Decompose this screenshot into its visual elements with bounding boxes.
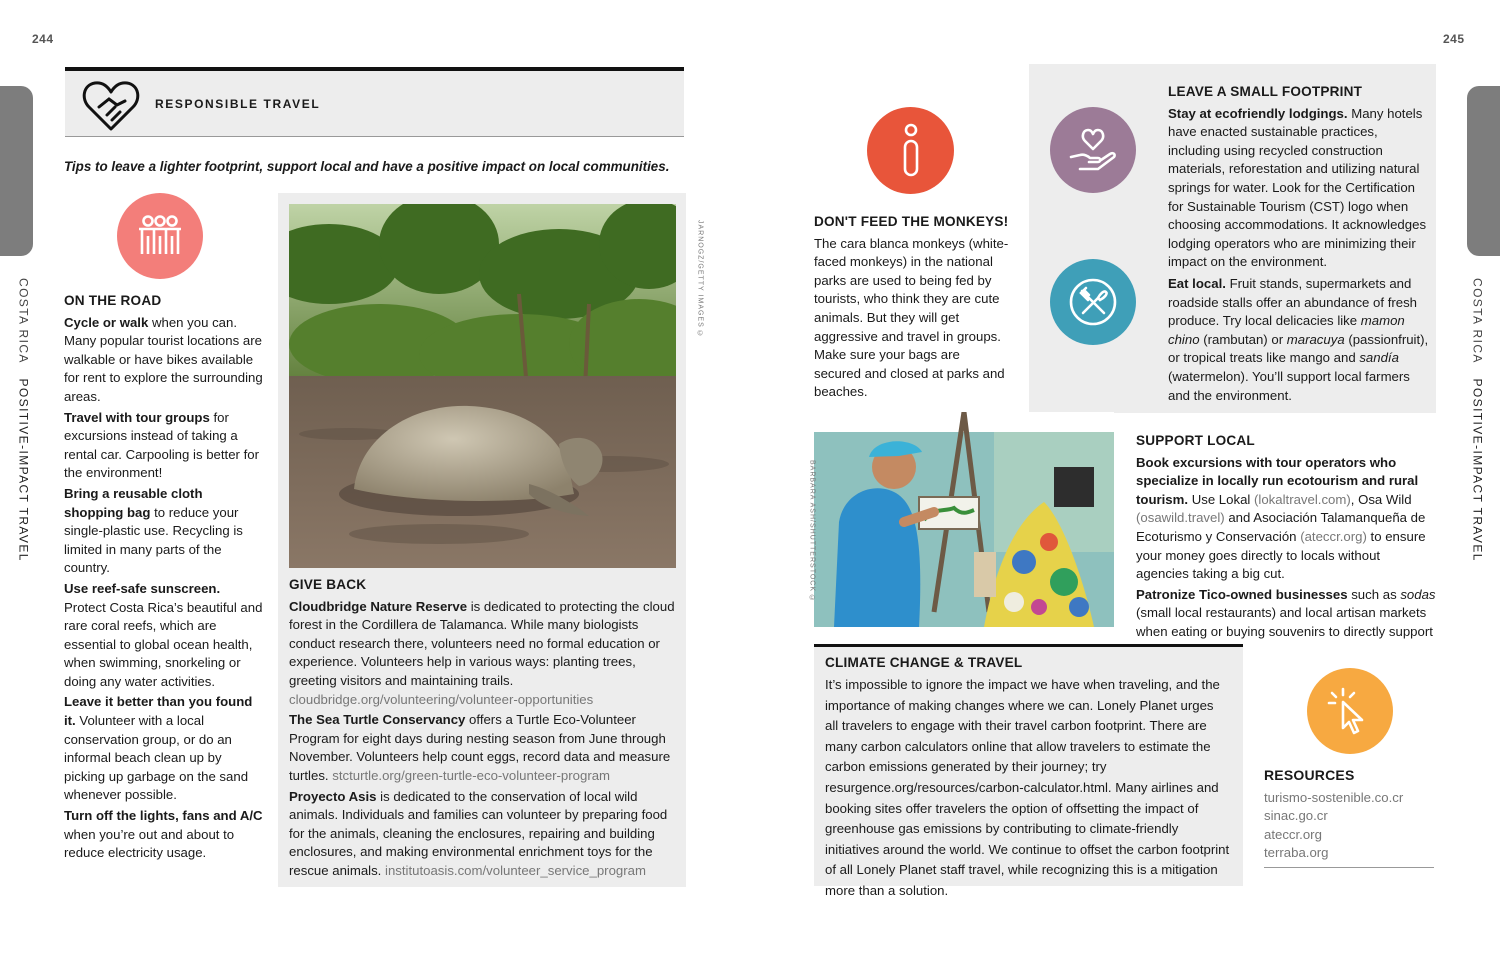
intro-text: Tips to leave a lighter footprint, support local and have a positive impact on local communities. [64,159,670,174]
list-item: Cloudbridge Nature Reserve is dedicated to protecting the cloud forest in the Cordillera de Talamanca. While many biologists conduct research there, volunteers need no formal education or experience. Volunteers help in various ways: planting trees, greeting visitors and maintaining trails. cloudbridge.org/volunteering/volunteer-opportunities [289,598,675,707]
list-item: Bring a reusable cloth shopping bag to reduce your single-plastic use. Recycling is limited in many parts of the country. [64,485,243,576]
list-item: Travel with tour groups for excursions instead of taking a rental car. Carpooling is better for the environment! [64,409,259,481]
heart-hand-icon [1050,107,1136,193]
climate-text: It’s impossible to ignore the impact we have when traveling, and the importance of making changes where we can. Lonely Planet urges all travelers to engage with their travel carbon footprint. There are many carbon calculators online that allow travelers to estimate the carbon emissions generated by their journey; try resurgence.org/resources/carbon-calculator.html. Many airlines and booking sites offer travelers the option of offsetting the impact of greenhouse gas emissions by contributing to climate-friendly initiatives around the world. We continue to offset the carbon footprint of all Lonely Planet staff travel, while recognizing this is a mitigation more than a solution. [825,677,1230,898]
support-local-heading: SUPPORT LOCAL [1136,433,1255,448]
responsible-travel-header [65,67,684,137]
on-the-road-section [64,292,264,865]
patronize-tip: Patronize Tico-owned businesses such as sodas (small local restaurants) and local artisan markets when eating or buying souvenirs to directly support [1136,586,1436,639]
climate-section [825,654,1230,904]
list-item: Cycle or walk when you can. Many popular tourist locations are walkable or have bikes available for rent to explore the surrounding areas. [64,314,263,404]
institutoasis-link[interactable]: institutoasis.com/volunteer_service_program [385,862,646,878]
resource-link[interactable]: terraba.org [1264,845,1329,861]
side-label-country: COSTA RICA [16,278,31,364]
sea-turtle-photo [289,204,676,568]
eat-local-tip: Eat local. Fruit stands, supermarkets and roadside stalls offer an abundance of fresh produce. Try local delicacies like mamon chino (rambutan) or maracuya (passionfruit), or tropical treats like mango and sandía (watermelon). You’ll support local farmers and the environment. [1168,275,1429,403]
book-excursions-tip: Book excursions with tour operators who specialize in locally run ecotourism and rural tourism. Use Lokal (lokaltravel.com), Osa Wild (osawild.travel) and Asociación Talamanqueña de Ecoturismo y Conservación (ateccr.org) to ensure your money goes directly to locals without agencies taking a big cut. [1136,454,1426,582]
side-label-country: COSTA RICA [1470,278,1485,364]
footprint-section [1168,83,1430,407]
support-local-section [1136,432,1436,662]
footprint-heading: LEAVE A SMALL FOOTPRINT [1168,84,1363,99]
handshake-heart-icon [81,77,141,135]
side-label-right [1468,278,1487,562]
list-item: Leave it better than you found it. Volunteer with a local conservation group, or do an informal beach clean up by picking up garbage on the sand whenever possible. [64,694,253,803]
resource-link[interactable]: sinac.go.cr [1264,808,1328,824]
on-the-road-heading: ON THE ROAD [64,293,162,308]
lokal-link[interactable]: (lokaltravel.com) [1254,491,1351,507]
list-item: The Sea Turtle Conservancy offers a Turtle Eco-Volunteer Program for eight days during nesting season from June through November. Volunteers help count eggs, record data and measure turtles. stcturtle.org/green-turtle-eco-volunteer-program [289,712,671,783]
side-label-left [14,278,33,562]
cloudbridge-link[interactable]: cloudbridge.org/volunteering/volunteer-opportunities [289,691,594,707]
monkeys-section [814,213,1009,404]
page-number-right: 245 [1443,32,1465,46]
cursor-click-icon [1307,668,1393,754]
thumb-tab-left [0,86,33,256]
give-back-section [289,576,679,883]
info-icon [867,107,954,194]
list-item: Proyecto Asis is dedicated to the conservation of local wild animals. Individuals and families can volunteer by preparing food for the animals, cleaning the enclosures, repairing and building enclosures, and making environmental enrichment toys for the rescue animals. institutoasis.com/volunteer_service_program [289,788,668,878]
artisan-painter-photo [814,412,1114,627]
osawild-link[interactable]: (osawild.travel) [1136,510,1225,526]
resource-link[interactable]: ateccr.org [1264,826,1322,842]
list-item: Use reef-safe sunscreen. Protect Costa Rica’s beautiful and rare coral reefs, which are essential to global ocean health, when swimming, snorkeling or doing any water activities. [64,580,263,689]
list-item: Turn off the lights, fans and A/C when you’re out and about to reduce electricity usage. [64,808,263,861]
side-label-section: POSITIVE-IMPACT TRAVEL [1470,378,1485,562]
give-back-heading: GIVE BACK [289,577,367,592]
ateccr-link[interactable]: (ateccr.org) [1300,528,1367,544]
climate-heading: CLIMATE CHANGE & TRAVEL [825,655,1023,670]
page-number-left: 244 [32,32,54,46]
monkeys-heading: DON'T FEED THE MONKEYS! [814,214,1009,229]
resource-link[interactable]: turismo-sostenible.co.cr [1264,789,1404,805]
people-group-icon [117,193,203,279]
monkeys-text: The cara blanca monkeys (white-faced monkeys) in the national parks are used to being fed by tourists, who think they are cute animals. But they will get aggressive and travel in groups. Make sure your bags are secured and closed at parks and beaches. [814,235,1009,400]
thumb-tab-right [1467,86,1500,256]
resources-heading: RESOURCES [1264,767,1355,783]
side-label-section: POSITIVE-IMPACT TRAVEL [16,378,31,562]
stcturtle-link[interactable]: stcturtle.org/green-turtle-eco-volunteer-program [332,767,611,783]
fork-knife-icon [1050,259,1136,345]
photo-credit-left: JARNOGZ/GETTY IMAGES © [696,220,704,339]
lodging-tip: Stay at ecofriendly lodgings. Many hotels have enacted sustainable practices, including using recycled construction materials, reforestation and utilizing natural springs for water. Look for the Certification for Sustainable Tourism (CST) logo when choosing accommodations. It acknowledges lodging operators who are minimizing their impact on the environment. [1168,105,1427,270]
photo-credit-right: BARBARA ASH/SHUTTERSTOCK © [808,460,816,603]
resources-section [1264,766,1434,868]
header-title: RESPONSIBLE TRAVEL [155,97,321,111]
